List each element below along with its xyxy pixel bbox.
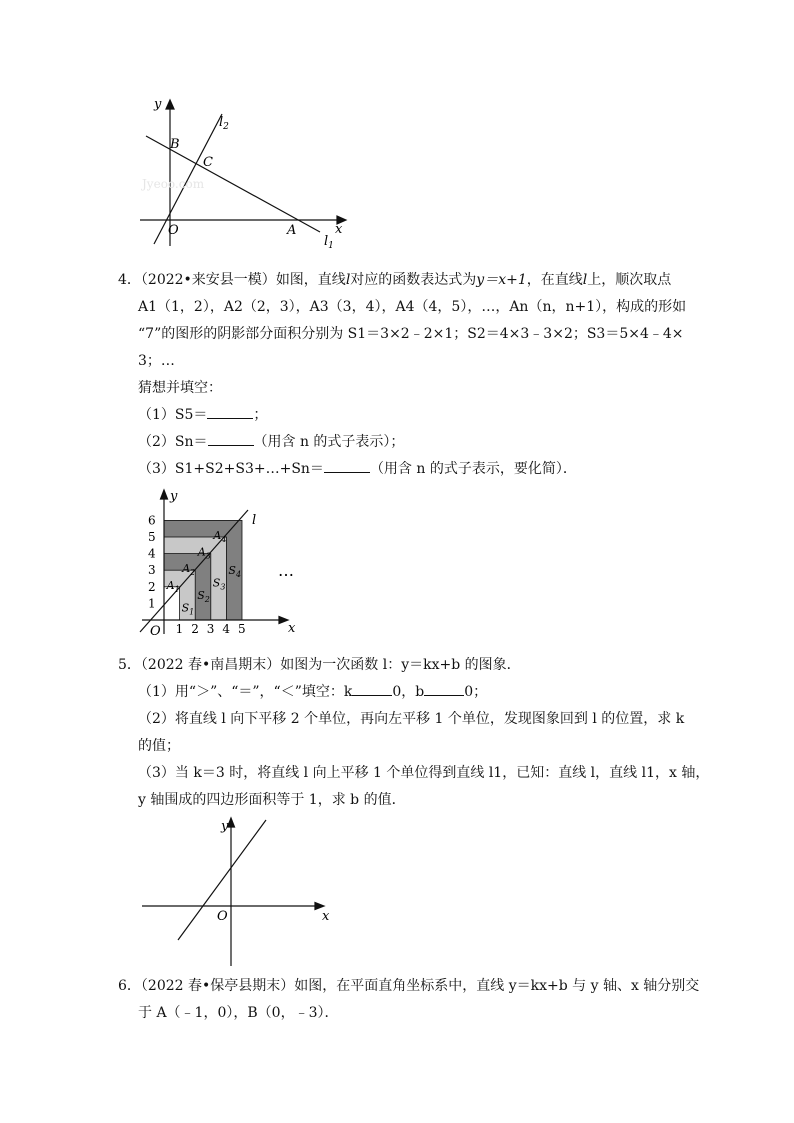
fig5-y-label: y — [221, 819, 229, 834]
q4-part2: （2）Sn＝ （用含 n 的式子表示）； — [138, 434, 405, 450]
q5-answer-blank-k[interactable] — [352, 682, 392, 696]
fig4-ytick: 2 — [148, 579, 156, 594]
fig4-xtick: 4 — [222, 622, 231, 636]
fig4-point-label: $A_2$ — [182, 562, 196, 578]
fig4-xtick: 5 — [238, 622, 246, 636]
fig4-ytick: 3 — [148, 563, 156, 578]
fig4-region-label: $S_2$ — [197, 589, 210, 605]
fig4-xtick: 1 — [175, 622, 184, 636]
fig4-x-label: x — [288, 621, 296, 636]
q4-part3: （3）S1+S2+S3+…+Sn＝ （用含 n 的式子表示，要化简）． — [138, 461, 577, 477]
fig4-y-label: y — [170, 489, 178, 504]
q5-line1: 5．（2022 春•南昌期末）如图为一次函数 l：y＝kx+b 的图象． — [118, 657, 521, 673]
q6-line2: 于 A（﹣1，0），B（0，﹣3）． — [138, 1005, 339, 1021]
q4-part1: （1）S5＝ ； — [138, 407, 268, 423]
fig4-xtick: 2 — [191, 622, 199, 636]
figure-linear-function — [140, 814, 340, 974]
fig1-l1-label: $l_1$ — [324, 234, 334, 251]
fig1-y-label: y — [154, 97, 162, 112]
q4-answer-blank-1[interactable] — [207, 405, 253, 419]
q6-source: （2022 春•保亭县期末） — [140, 978, 295, 994]
fig1-O-label: O — [168, 223, 179, 238]
fig4-ytick: 1 — [148, 596, 156, 611]
q4-line2: A1（1，2），A2（2，3），A3（3，4），A4（4，5），…，An（n，n+1），构成的形如 — [138, 299, 687, 315]
fig1-l2-label: $l_2$ — [219, 115, 229, 132]
q4-number: 4． — [118, 272, 141, 288]
fig4-x-arrow — [279, 617, 288, 624]
fig4-point-label: $A_3$ — [197, 545, 211, 561]
q5-part3a: （3）当 k＝3 时，将直线 l 向上平移 1 个单位得到直线 l1，已知：直线 l，直线 l1，x 轴， — [138, 765, 710, 781]
fig4-ytick: 6 — [148, 513, 156, 528]
q4-line1: 4．（2022•来安县一模）如图，直线l对应的函数表达式为y＝x+1，在直线l上，顺次取点 — [118, 272, 672, 288]
fig1-watermark: Jyeoo.com — [142, 177, 205, 191]
fig4-region-label: $S_1$ — [181, 601, 195, 617]
fig4-region-label: $S_4$ — [228, 564, 242, 580]
fig4-ytick: 5 — [148, 530, 156, 544]
q6-line1: 6．（2022 春•保亭县期末）如图，在平面直角坐标系中，直线 y＝kx+b 与 y 轴、x 轴分别交 — [118, 978, 700, 994]
q5-part3b: y 轴围成的四边形面积等于 1，求 b 的值． — [138, 792, 406, 808]
fig5-x-label: x — [322, 909, 330, 924]
q5-part2b: 的值； — [138, 738, 180, 754]
fig4-xtick: 3 — [206, 622, 215, 636]
q4-guess: 猜想并填空： — [138, 380, 222, 396]
q5-part1: （1）用“＞”、“＝”，“＜”填空：k 0，b 0； — [138, 684, 488, 700]
fig1-x-label: x — [335, 222, 343, 237]
figure-two-lines — [130, 96, 360, 256]
fig1-A-label: A — [287, 223, 297, 238]
fig1-B-label: B — [170, 137, 180, 152]
q4-answer-blank-3[interactable] — [324, 459, 370, 473]
q4-answer-blank-2[interactable] — [208, 432, 254, 446]
figure-staircase-areas — [134, 488, 314, 640]
fig5-y-arrow — [228, 818, 235, 827]
fig4-O-label: O — [150, 624, 161, 639]
fig5-O-label: O — [217, 909, 228, 924]
fig4-dots: … — [278, 561, 294, 580]
q4-line4: 3；… — [138, 353, 175, 369]
fig4-l-label: l — [252, 513, 257, 528]
q5-source: （2022 春•南昌期末） — [140, 657, 281, 673]
q4-line3: “7”的图形的阴影部分面积分别为 S1＝3×2﹣2×1；S2＝4×3﹣3×2；S3＝5×4﹣4× — [138, 326, 684, 342]
fig1-C-label: C — [203, 155, 213, 170]
q6-number: 6． — [118, 978, 141, 994]
q5-part2a: （2）将直线 l 向下平移 2 个单位，再向左平移 1 个单位，发现图象回到 l 的位置，求 k — [138, 711, 685, 727]
y-axis-arrow — [166, 100, 174, 109]
q5-number: 5． — [118, 657, 141, 673]
fig4-point-label: $A_4$ — [213, 529, 227, 544]
q5-answer-blank-b[interactable] — [424, 682, 464, 696]
fig4-region-label: $S_3$ — [212, 576, 226, 592]
fig4-point-label: $A_1$ — [166, 578, 180, 594]
q4-source: （2022•来安县一模） — [140, 272, 276, 288]
fig4-y-arrow — [161, 490, 168, 499]
fig4-ytick: 4 — [148, 546, 156, 561]
